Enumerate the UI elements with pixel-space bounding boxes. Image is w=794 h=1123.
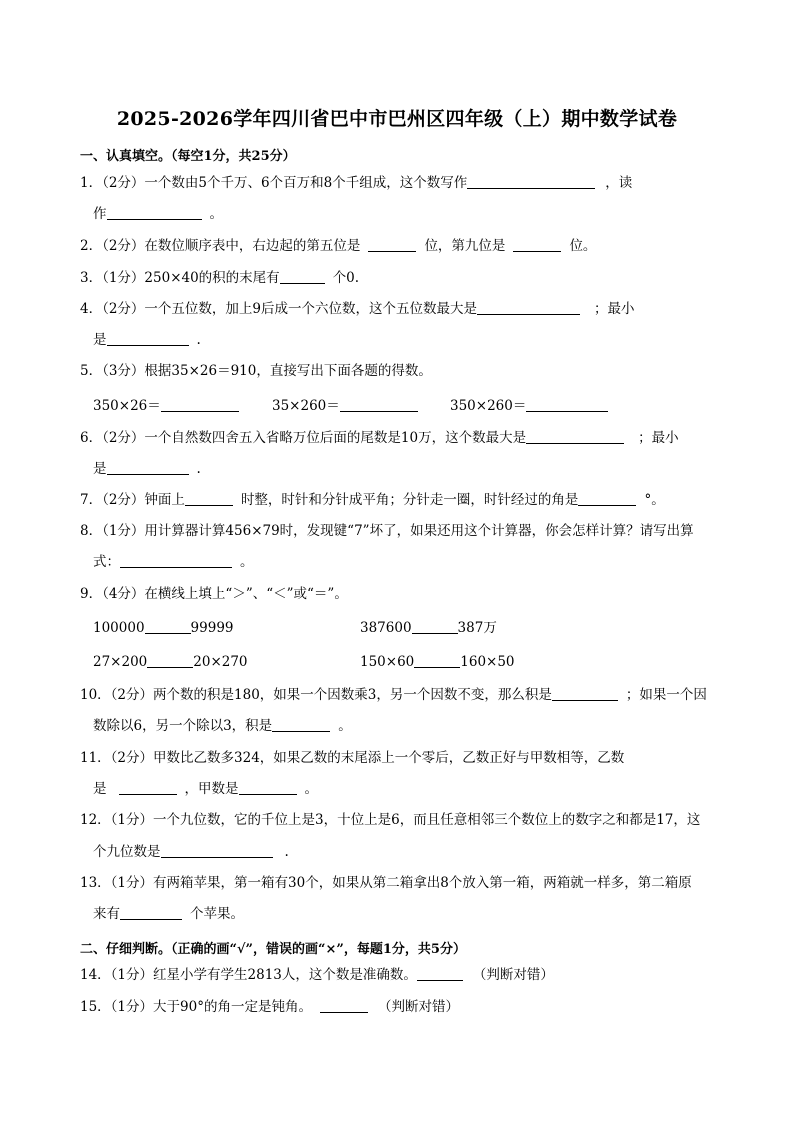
question-1-text-c: 作 [93, 206, 107, 222]
question-9-left-3: 27×200 [93, 654, 148, 670]
answer-blank[interactable] [368, 237, 416, 252]
question-9-right-4: 160×50 [460, 654, 515, 670]
question-11-line-1: 11．（2分）甲数比乙数多324，如果乙数的末尾添上一个零后，乙数正好与甲数相等，乙数 [80, 750, 625, 766]
question-8-text-c: 。 [240, 554, 254, 570]
question-8-line-1: 8．（1分）用计算器计算456×79时，发现键“7”坏了，如果还用这个计算器，你会怎样计算？请写出算 [80, 523, 694, 539]
question-9-right-2: 387万 [457, 620, 497, 636]
question-9-right-1: 99999 [190, 620, 234, 636]
answer-blank[interactable] [414, 653, 460, 668]
answer-blank[interactable] [161, 843, 273, 858]
question-9-part-1 [93, 619, 234, 637]
question-9-part-4 [360, 653, 515, 671]
question-14 [80, 966, 554, 984]
question-5-part-3 [450, 397, 608, 415]
question-10-text-c: 数除以6，另一个除以3，积是 [93, 718, 273, 734]
question-5-expr-3: 350×260＝ [450, 398, 527, 414]
question-13-line-1: 13．（1分）有两箱苹果，第一箱有30个，如果从第二箱拿出8个放入第一箱，两箱就一样多，第二箱原 [80, 875, 692, 891]
answer-blank[interactable] [107, 205, 202, 220]
question-2-text-c: 位。 [569, 238, 597, 254]
question-6-text-d: . [196, 461, 201, 477]
question-15-text: 15．（1分）大于90°的角一定是钝角。 [80, 999, 312, 1015]
answer-blank[interactable] [578, 491, 636, 506]
question-7-text-b: 时整，时针和分针成平角；分针走一圈，时针经过的角是 [240, 492, 579, 508]
question-7-text: 7．（2分）钟面上 [80, 492, 185, 508]
question-5-expr-1: 350×26＝ [93, 398, 161, 414]
question-6-text-b: ；最小 [638, 430, 679, 446]
question-4-text-c: 是 [93, 332, 107, 348]
question-3-text-b: 个0. [332, 270, 360, 286]
question-7-text-c: °。 [644, 492, 665, 508]
answer-blank[interactable] [412, 619, 458, 634]
question-6-line-1 [80, 429, 679, 447]
question-15 [80, 998, 459, 1016]
question-10-line-1 [80, 686, 707, 704]
answer-blank[interactable] [340, 397, 418, 412]
question-4-line-1 [80, 300, 635, 318]
answer-blank[interactable] [161, 397, 239, 412]
question-14-text: 14．（1分）红星小学有学生2813人，这个数是准确数。 [80, 967, 417, 983]
question-9-part-3 [93, 653, 248, 671]
answer-blank[interactable] [107, 460, 189, 475]
question-15-text-b: （判断对错） [377, 999, 459, 1015]
question-2-text-b: 位，第九位是 [424, 238, 506, 254]
question-11-text-c: ，甲数是 [184, 781, 239, 797]
answer-blank[interactable] [120, 905, 182, 920]
question-9-left-1: 100000 [93, 620, 145, 636]
question-11-line-2 [93, 780, 318, 798]
question-1-line-1 [80, 174, 632, 192]
question-9-part-2 [360, 619, 497, 637]
question-6-line-2 [93, 460, 201, 478]
answer-blank[interactable] [119, 780, 177, 795]
answer-blank[interactable] [526, 397, 608, 412]
question-4-text-b: ；最小 [594, 301, 635, 317]
answer-blank[interactable] [145, 619, 191, 634]
question-4-text: 4．（2分）一个五位数，加上9后成一个六位数，这个五位数最大是 [80, 301, 478, 317]
question-1-text: 1．（2分）一个数由5个千万、6个百万和8个千组成，这个数写作 [80, 175, 468, 191]
question-12-text-b: 个九位数是 [93, 844, 161, 860]
question-3 [80, 269, 359, 287]
answer-blank[interactable] [467, 174, 595, 189]
question-11-text-b: 是 [93, 781, 107, 797]
answer-blank[interactable] [477, 300, 580, 315]
question-1-line-2 [93, 205, 223, 223]
answer-blank[interactable] [526, 429, 624, 444]
question-8-text-b: 式： [93, 554, 120, 570]
question-13-text-c: 个苹果。 [190, 906, 244, 922]
question-9: 9．（4分）在横线上填上“＞”、“＜”或“＝”。 [80, 586, 348, 602]
answer-blank[interactable] [513, 237, 561, 252]
question-13-line-2 [93, 905, 244, 923]
question-4-line-2 [93, 331, 201, 349]
question-7 [80, 491, 665, 509]
question-9-right-3: 20×270 [193, 654, 248, 670]
question-10-text: 10．（2分）两个数的积是180，如果一个因数乘3，另一个因数不变，那么积是 [80, 687, 552, 703]
question-2-text: 2．（2分）在数位顺序表中，右边起的第五位是 [80, 238, 361, 254]
answer-blank[interactable] [280, 269, 325, 284]
question-3-text: 3．（1分）250×40的积的末尾有 [80, 270, 280, 286]
question-6-text-c: 是 [93, 461, 107, 477]
answer-blank[interactable] [552, 686, 618, 701]
question-10-text-b: ；如果一个因 [625, 687, 707, 703]
question-9-left-4: 150×60 [360, 654, 415, 670]
question-2 [80, 237, 596, 255]
question-9-left-2: 387600 [360, 620, 412, 636]
question-4-text-d: . [196, 332, 201, 348]
answer-blank[interactable] [272, 717, 330, 732]
question-11-text-d: 。 [304, 781, 318, 797]
section-heading-judge: 二、仔细判断。（正确的画“√”，错误的画“×”，每题1分，共5分） [80, 942, 466, 957]
section-heading-fill: 一、认真填空。（每空1分，共25分） [80, 149, 296, 164]
question-6-text: 6．（2分）一个自然数四舍五入省略万位后面的尾数是10万，这个数最大是 [80, 430, 527, 446]
answer-blank[interactable] [147, 653, 193, 668]
answer-blank[interactable] [120, 553, 232, 568]
answer-blank[interactable] [417, 966, 463, 981]
question-10-line-2 [93, 717, 352, 735]
question-12-line-1: 12．（1分）一个九位数，它的千位上是3，十位上是6，而且任意相邻三个数位上的数字之和都是17，这 [80, 812, 701, 828]
answer-blank[interactable] [320, 998, 368, 1013]
question-14-text-b: （判断对错） [472, 967, 554, 983]
question-5-part-1 [93, 397, 239, 415]
question-5-part-2 [272, 397, 418, 415]
answer-blank[interactable] [239, 780, 297, 795]
question-12-text-c: . [284, 844, 289, 860]
page-title: 2025-2026学年四川省巴中市巴州区四年级（上）期中数学试卷 [116, 108, 678, 130]
question-10-text-d: 。 [338, 718, 352, 734]
question-1-text-d: 。 [209, 206, 223, 222]
question-12-line-2 [93, 843, 289, 861]
question-13-text-b: 来有 [93, 906, 120, 922]
question-5-expr-2: 35×260＝ [272, 398, 340, 414]
question-5: 5．（3分）根据35×26＝910，直接写出下面各题的得数。 [80, 363, 432, 379]
question-1-text-b: ，读 [605, 175, 633, 191]
question-8-line-2 [93, 553, 254, 571]
answer-blank[interactable] [185, 491, 233, 506]
answer-blank[interactable] [107, 331, 189, 346]
